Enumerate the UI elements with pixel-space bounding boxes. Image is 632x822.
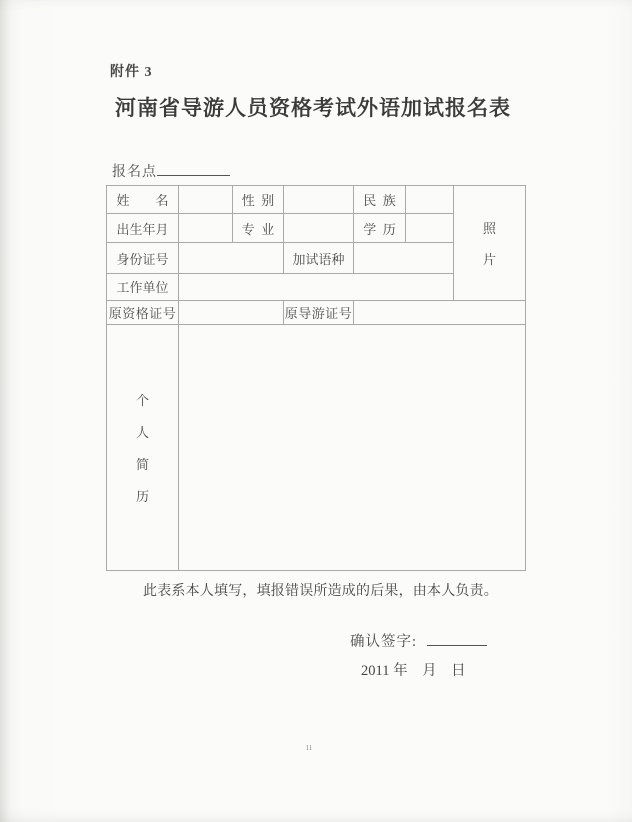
major-label-cell: 专 业 xyxy=(233,214,284,243)
registration-point xyxy=(112,161,230,181)
page-number: 11 xyxy=(305,744,313,752)
declaration-note: 此表系本人填写，填报错误所造成的后果，由本人负责。 xyxy=(143,584,498,599)
photo-label-char: 照 xyxy=(482,221,496,236)
registration-form-table xyxy=(106,185,526,571)
original-qualification-no-value-cell xyxy=(179,301,284,325)
major-value-cell xyxy=(284,214,354,243)
table-row xyxy=(107,301,526,325)
gender-value-cell xyxy=(284,186,354,214)
resume-label-char: 个 xyxy=(135,393,149,408)
page-title: 河南省导游人员资格考试外语加试报名表 xyxy=(115,96,511,120)
education-label-cell: 学 历 xyxy=(354,214,406,243)
table-row xyxy=(107,325,526,571)
registration-point-blank-line xyxy=(157,161,230,176)
ethnicity-label-cell: 民 族 xyxy=(354,186,406,214)
ethnicity-value-cell xyxy=(406,186,454,214)
education-value-cell xyxy=(406,214,454,243)
registration-point-label: 报名点 xyxy=(112,165,157,180)
gender-label-cell: 性 别 xyxy=(233,186,284,214)
id-number-label-cell: 身份证号 xyxy=(107,243,179,273)
birth-date-label-cell: 出生年月 xyxy=(107,214,179,243)
date-line: 2011 年 月 日 xyxy=(361,663,466,679)
resume-content-cell xyxy=(179,325,526,571)
original-qualification-no-label-cell: 原资格证号 xyxy=(107,301,179,325)
original-guide-license-no-label-cell: 原导游证号 xyxy=(284,301,354,325)
work-unit-value-cell xyxy=(179,273,454,300)
signature-label: 确认签字: xyxy=(350,634,418,650)
resume-label-cell xyxy=(107,325,179,571)
photo-cell xyxy=(454,186,526,301)
name-label-cell: 姓 名 xyxy=(107,186,179,214)
signature-row xyxy=(350,630,487,651)
resume-label-char: 历 xyxy=(135,489,149,504)
name-value-cell xyxy=(179,186,233,214)
table-row xyxy=(107,186,526,214)
test-language-label-cell: 加试语种 xyxy=(284,243,354,273)
test-language-value-cell xyxy=(354,243,454,273)
signature-blank-line xyxy=(427,631,487,646)
birth-date-value-cell xyxy=(179,214,233,243)
photo-label-char: 片 xyxy=(482,252,496,267)
resume-label-char: 人 xyxy=(135,425,149,440)
work-unit-label-cell: 工作单位 xyxy=(107,273,179,300)
original-guide-license-no-value-cell xyxy=(354,301,526,325)
attachment-label: 附件 3 xyxy=(110,65,153,80)
id-number-value-cell xyxy=(179,243,284,273)
resume-label-char: 简 xyxy=(135,457,149,472)
